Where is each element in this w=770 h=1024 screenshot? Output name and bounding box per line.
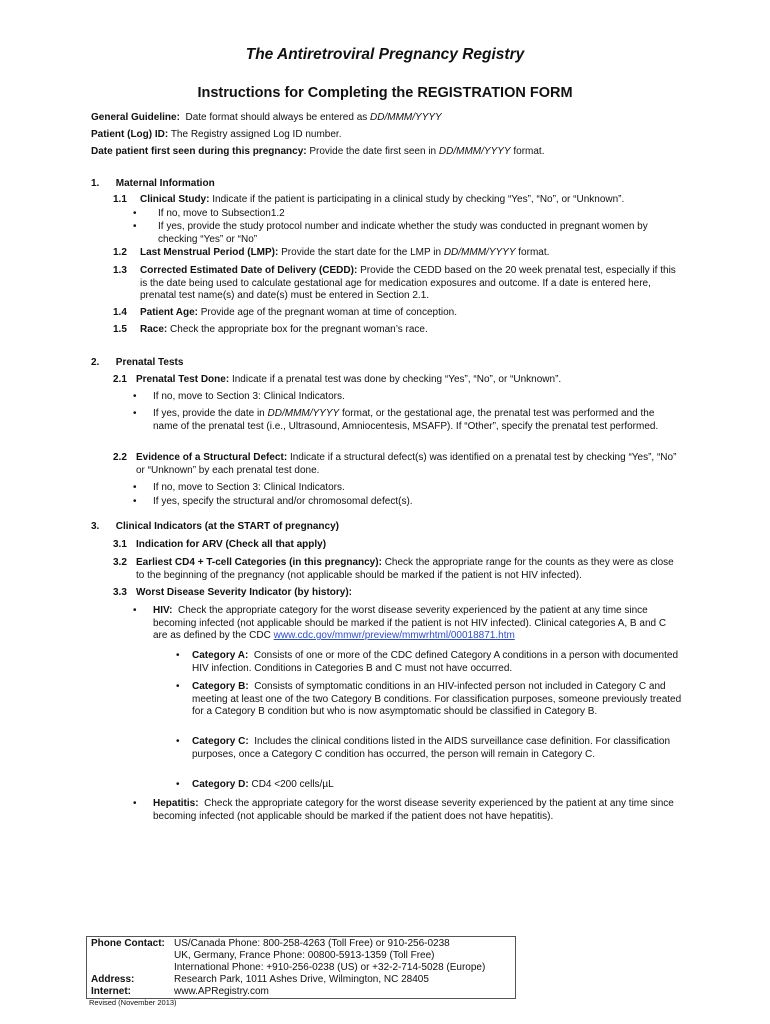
registry-title: The Antiretroviral Pregnancy Registry [245,46,525,63]
subsection-2-2-bullet-no: • If no, move to Section 3: Clinical Indicators. [133,482,345,493]
section-3-heading: 3. Clinical Indicators (at the START of pregnancy) [91,521,339,532]
internet-link[interactable]: www.APRegistry.com [174,986,269,997]
subsection-1-1-bullet-no: • If no, move to Subsection1.2 [133,208,285,219]
category-c-bullet: • Category C: Includes the clinical conditions listed in the AIDS surveillance case definition. For classification purposes, once a Category C condition has occurred, the person will remain in Category C. [176,736,671,760]
address-value: Research Park, 1011 Ashes Drive, Wilmington, NC 28405 [174,974,429,985]
phone-international: International Phone: +910-256-0238 (US) or +32-2-714-5028 (Europe) [174,962,486,973]
cdc-link[interactable]: www.cdc.gov/mmwr/preview/mmwrhtml/00018871.htm [273,630,515,641]
subsection-1-3: 1.3 Corrected Estimated Date of Delivery (CEDD): Provide the CEDD based on the 20 week prenatal test, especially if this is the date being used to calculate gestational age for medication exposures and outcome. If a date is entered here, prenatal test name(s) and date(s) must be entered in Section 2.1. [113,265,676,301]
subsection-2-1-bullet-yes: • If yes, provide the date in DD/MMM/YYYY format, or the gestational age, the prenatal test was performed and the name of the prenatal test (i.e., Ultrasound, Amniocentesis, MSAFP). If “Other”, specify the prenatal test performed. [133,408,659,432]
date-first-seen-line: Date patient first seen during this pregnancy: Provide the date first seen in DD/MMM/YYYY format. [91,146,545,157]
internet-label: Internet: [91,986,131,997]
patient-log-id-line: Patient (Log) ID: The Registry assigned Log ID number. [91,129,342,140]
category-d-bullet: • Category D: CD4 <200 cells/µL [176,779,334,790]
subsection-1-1: 1.1 Clinical Study: Indicate if the patient is participating in a clinical study by checking “Yes”, “No”, or “Unknown”. [113,194,625,205]
general-guidelines [91,109,691,160]
phone-us-canada: US/Canada Phone: 800-258-4263 (Toll Free) or 910-256-0238 [174,938,450,949]
subsection-3-1: 3.1 Indication for ARV (Check all that apply) [113,539,327,550]
phone-contact-label: Phone Contact: [91,938,165,949]
subsection-1-1-bullet-yes: • If yes, provide the study protocol number and indicate whether the study was conducted in pregnant women by checking “Yes” or “No” [133,221,648,245]
revision-date: Revised (November 2013) [89,998,177,1007]
hepatitis-bullet: • Hepatitis: Check the appropriate category for the worst disease severity experienced by the patient at any time since becoming infected (not applicable should be marked if the patient does not have hepatitis). [133,798,674,822]
subsection-2-1: 2.1 Prenatal Test Done: Indicate if a prenatal test was done by checking “Yes”, “No”, or “Unknown”. [113,374,562,385]
general-guideline-line: General Guideline: Date format should always be entered as DD/MMM/YYYY [91,112,442,123]
phone-europe: UK, Germany, France Phone: 00800-5913-1359 (Toll Free) [174,950,435,961]
address-label: Address: [91,974,135,985]
subsection-3-3: 3.3 Worst Disease Severity Indicator (by history): [113,587,352,598]
form-instructions-title: Instructions for Completing the REGISTRATION FORM [197,85,573,101]
subsection-2-1-bullet-no: • If no, move to Section 3: Clinical Indicators. [133,391,345,402]
hiv-bullet: • HIV: Check the appropriate category for the worst disease severity experienced by the patient at any time since becoming infected (not applicable should be marked if the patient is not HIV infected). Clinical categories A, B and C are as defined by the CDC www.cdc.gov/mmwr/preview/mmwrhtml/00018871.htm [133,605,667,641]
section-2-heading: 2. Prenatal Tests [91,357,184,368]
subsection-1-4: 1.4 Patient Age: Provide age of the pregnant woman at time of conception. [113,307,458,318]
subsection-1-2: 1.2 Last Menstrual Period (LMP): Provide the start date for the LMP in DD/MMM/YYYY format. [113,247,550,258]
contact-box [86,936,516,999]
subsection-3-2: 3.2 Earliest CD4 + T-cell Categories (in this pregnancy): Check the appropriate range for the counts as they were as close to the beginning of the pregnancy (not applicable should be marked if the patient is not HIV infected). [113,557,674,581]
subsection-1-5: 1.5 Race: Check the appropriate box for the pregnant woman’s race. [113,324,428,335]
category-a-bullet: • Category A: Consists of one or more of the CDC defined Category A conditions in a person with documented HIV infection. Conditions in Categories B and C must not have occurred. [176,650,679,674]
subsection-2-2: 2.2 Evidence of a Structural Defect: Indicate if a structural defect(s) was identified on a prenatal test by checking “Yes”, “No” or “Unknown” by each prenatal test done. [113,452,677,476]
section-1-heading: 1. Maternal Information [91,178,215,189]
category-b-bullet: • Category B: Consists of symptomatic conditions in an HIV-infected person not included in Category C and meeting at least one of the two Category B conditions. For classification purposes, someone previously treated for a Category B condition but who is now asymptomatic should be classified in Category B. [176,681,682,717]
subsection-2-2-bullet-yes: • If yes, specify the structural and/or chromosomal defect(s). [133,496,413,507]
